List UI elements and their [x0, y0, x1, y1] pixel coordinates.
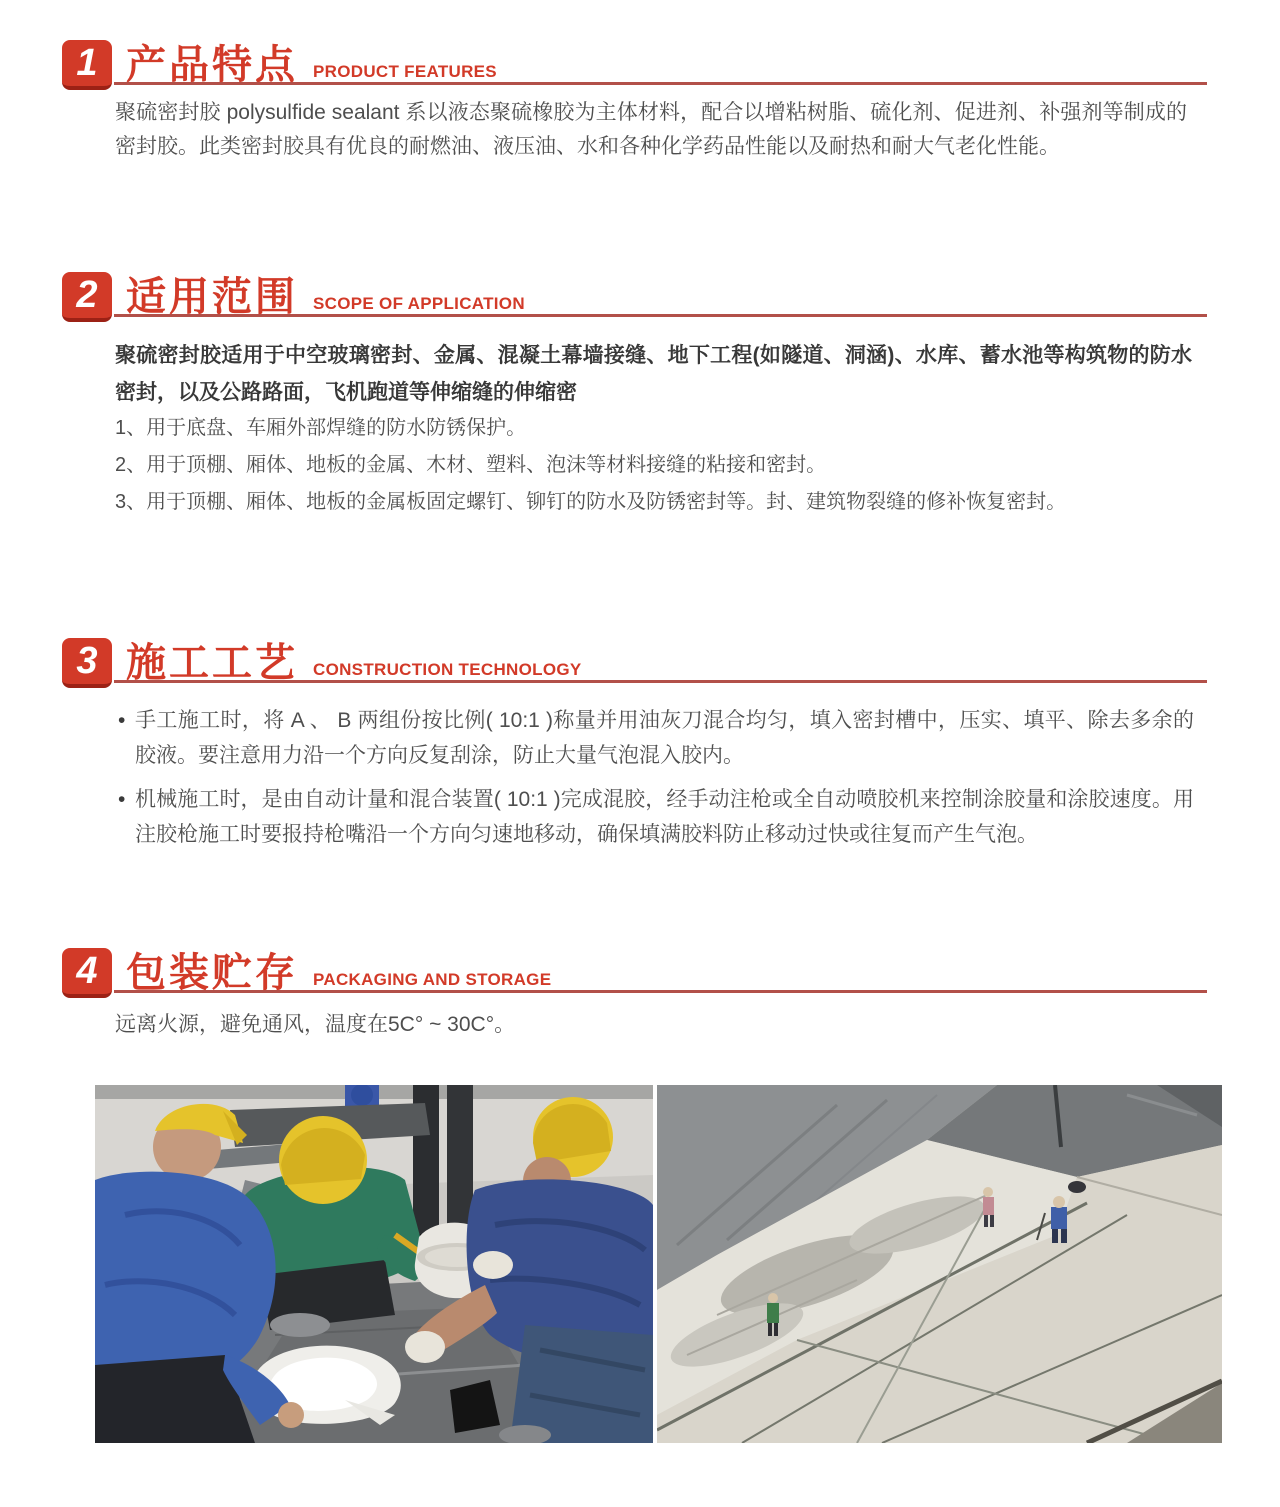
section-2-lead-paragraph: 聚硫密封胶适用于中空玻璃密封、金属、混凝土幕墙接缝、地下工程(如隧道、洞涵)、水库、蓄水池等构筑物的防水密封，以及公路路面，飞机跑道等伸缩缝的伸缩密	[115, 344, 1192, 404]
section-3-step-list	[118, 703, 1194, 861]
construction-step: • 机械施工时，是由自动计量和混合装置( 10:1 )完成混胶，经手动注枪或全自动喷胶机来控制涂胶量和涂胶速度。用注胶枪施工时要报持枪嘴沿一个方向匀速地移动，确保填满胶料防止移动过快或往复而产生气泡。	[118, 782, 1194, 852]
section-2-title-zh: 适用范围	[126, 275, 298, 319]
section-2-header	[62, 272, 1207, 322]
section-3-title-en: CONSTRUCTION TECHNOLOGY	[313, 660, 582, 679]
section-2-titles	[126, 274, 525, 320]
section-3-header	[62, 638, 1207, 688]
section-4-number-badge	[62, 948, 112, 998]
worker-far-dot	[1068, 1181, 1086, 1193]
photo-dam-slope-workers	[657, 1085, 1222, 1443]
section-2-number: 2	[76, 273, 98, 316]
section-4-paragraph: 远离火源，避免通风，温度在5C° ~ 30C°。	[115, 1013, 516, 1036]
photo-row	[95, 1085, 1222, 1443]
section-1-title-en: PRODUCT FEATURES	[313, 62, 497, 81]
section-1-number-badge	[62, 40, 112, 90]
section-4-title-zh: 包装贮存	[126, 951, 298, 995]
section-3-title-zh: 施工工艺	[126, 641, 298, 685]
use-case-item: 2、用于顶棚、厢体、地板的金属、木材、塑料、泡沫等材料接缝的粘接和密封。	[115, 454, 827, 476]
section-1-titles	[126, 42, 497, 88]
photo-workers-mixing-sealant	[95, 1085, 653, 1443]
section-1-header	[62, 40, 1207, 90]
section-2-title-en: SCOPE OF APPLICATION	[313, 294, 525, 313]
section-3-number: 3	[76, 639, 98, 682]
section-1-number: 1	[76, 41, 98, 84]
section-4-title-en: PACKAGING AND STORAGE	[313, 970, 552, 989]
section-2-use-case-list	[115, 416, 1195, 527]
use-case-item: 1、用于底盘、车厢外部焊缝的防水防锈保护。	[115, 417, 527, 439]
section-4-titles	[126, 950, 551, 996]
section-1-paragraph: 聚硫密封胶 polysulfide sealant 系以液态聚硫橡胶为主体材料，配合以增粘树脂、硫化剂、促进剂、补强剂等制成的密封胶。此类密封胶具有优良的耐燃油、液压油、水和各种化学药品性能以及耐热和耐大气老化性能。	[115, 101, 1187, 158]
use-case-item: 3、用于顶棚、厢体、地板的金属板固定螺钉、铆钉的防水及防锈密封等。封、建筑物裂缝的修补恢复密封。	[115, 491, 1067, 513]
section-4-header	[62, 948, 1207, 998]
section-1-title-zh: 产品特点	[126, 43, 298, 87]
section-3-number-badge	[62, 638, 112, 688]
section-4-number: 4	[76, 949, 98, 992]
section-3-titles	[126, 640, 582, 686]
construction-step: • 手工施工时，将 A 、 B 两组份按比例( 10:1 )称量并用油灰刀混合均匀，填入密封槽中，压实、填平、除去多余的胶液。要注意用力沿一个方向反复刮涂，防止大量气泡混入胶内。	[118, 703, 1194, 773]
section-2-number-badge	[62, 272, 112, 322]
